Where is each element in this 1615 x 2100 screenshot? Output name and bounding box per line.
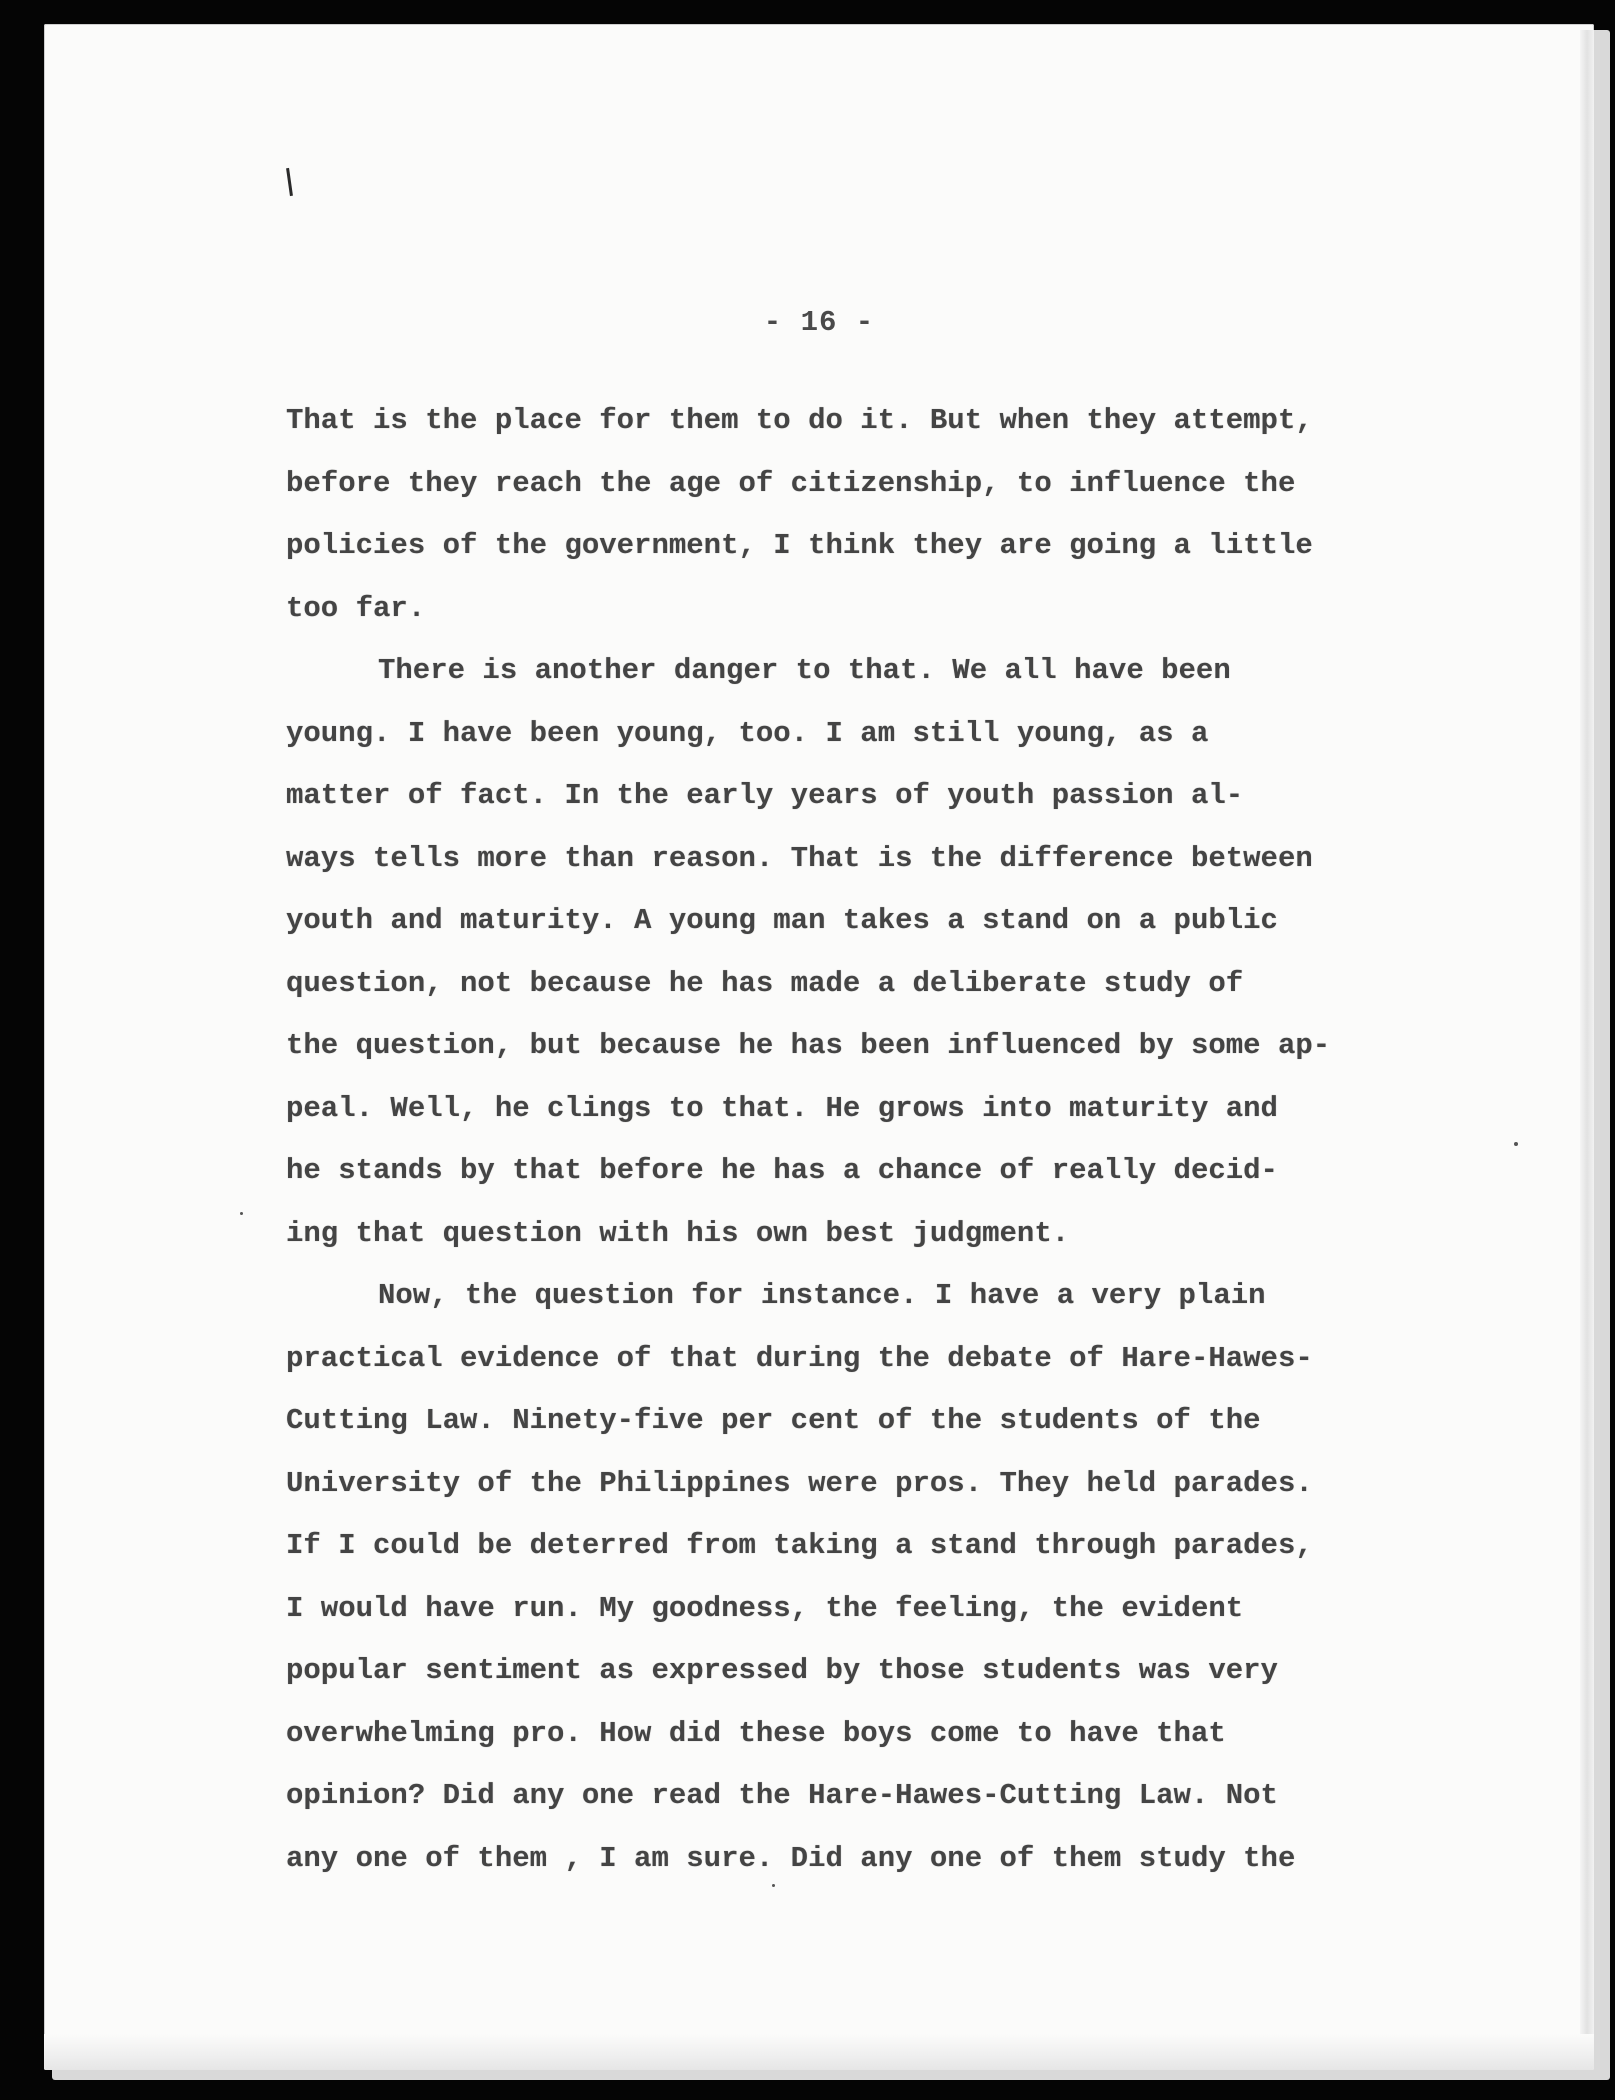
text-line: too far. [286,591,426,625]
text-line: If I could be deterred from taking a stand through parades, [286,1529,1313,1562]
text-line: practical evidence of that during the debate of Hare-Hawes- [286,1341,1313,1375]
text-line: opinion? Did any one read the Hare-Hawes-Cutting Law. Not [286,1779,1278,1812]
paragraph [286,1265,1526,1890]
text-line: youth and maturity. A young man takes a stand on a public [286,904,1278,937]
text-line: Now, the question for instance. I have a very plain [378,1279,1266,1312]
text-line: University of the Philippines were pros. They held parades. [286,1466,1313,1500]
text-line: There is another danger to that. We all have been [378,654,1231,687]
text-line: he stands by that before he has a chance of really decid- [286,1154,1278,1187]
text-line: question, not because he has made a deliberate study of [286,966,1244,1000]
text-line: ing that question with his own best judgment. [286,1216,1070,1250]
ink-speck [240,1212,243,1215]
body-text [286,390,1526,1890]
text-line: peal. Well, he clings to that. He grows into maturity and [286,1091,1278,1125]
text-line: policies of the government, I think they are going a little [286,529,1313,562]
text-line: before they reach the age of citizenship, to influence the [286,466,1296,500]
page-bottom-edge [44,2034,1594,2070]
paragraph [286,390,1526,640]
text-line: ways tells more than reason. That is the difference between [286,841,1313,875]
text-line: Cutting Law. Ninety-five per cent of the students of the [286,1404,1261,1437]
text-line: That is the place for them to do it. But when they attempt, [286,404,1313,437]
pencil-mark [286,168,293,196]
text-line: any one of them , I am sure. Did any one of them study the [286,1841,1296,1875]
text-line: overwhelming pro. How did these boys come to have that [286,1716,1226,1750]
text-line: young. I have been young, too. I am still young, as a [286,716,1209,750]
text-line: matter of fact. In the early years of youth passion al- [286,779,1244,812]
text-line: I would have run. My goodness, the feeling, the evident [286,1591,1244,1625]
paragraph [286,640,1526,1265]
page-number: - 16 - [763,306,875,339]
text-line: popular sentiment as expressed by those students was very [286,1654,1278,1687]
document-page [44,24,1594,2070]
text-line: the question, but because he has been influenced by some ap- [286,1029,1331,1062]
